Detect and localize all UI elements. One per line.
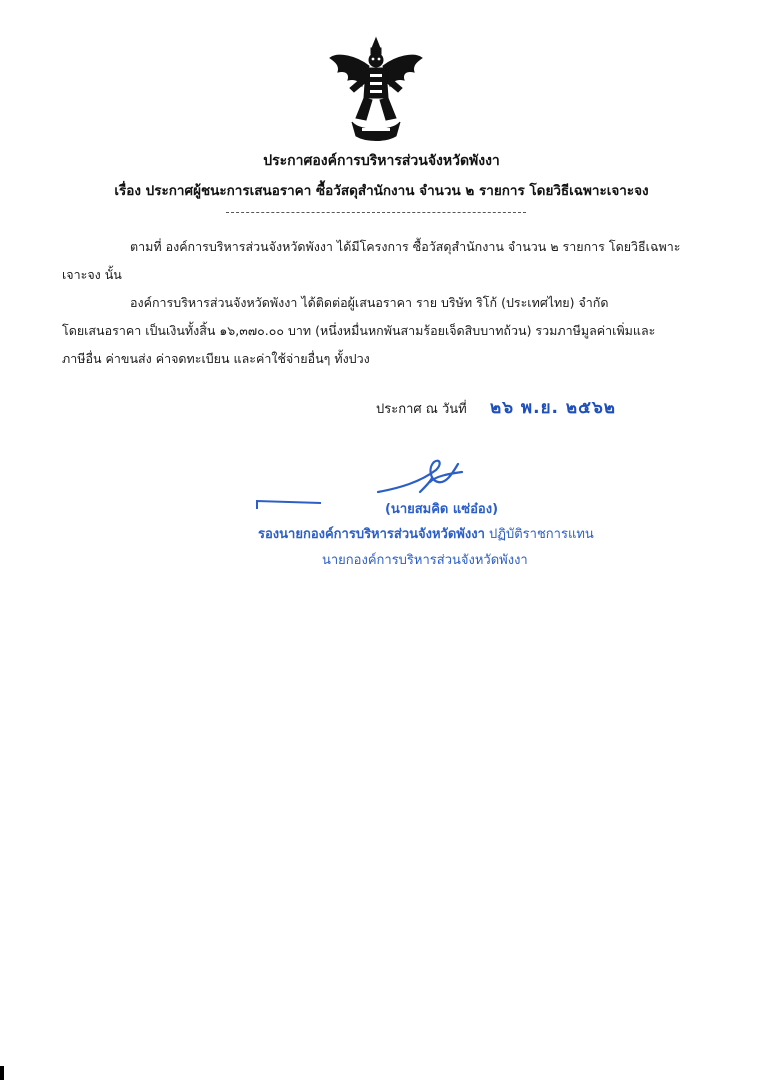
document-subject: เรื่อง ประกาศผู้ชนะการเสนอราคา ซื้อวัสดุสำนักงาน จำนวน ๒ รายการ โดยวิธีเฉพาะเจาะจง — [114, 183, 649, 199]
divider-line — [226, 212, 526, 213]
signatory-position-line-1: รองนายกองค์การบริหารส่วนจังหวัดพังงา ปฏิบัติราชการแทน — [258, 527, 594, 542]
paragraph-2-line-3: ภาษีอื่น ค่าขนส่ง ค่าจดทะเบียน และค่าใช้จ่ายอื่นๆ ทั้งปวง — [62, 351, 370, 366]
handwritten-signature-icon — [360, 452, 470, 502]
garuda-emblem-icon — [326, 36, 426, 144]
signatory-position-line-2: นายกองค์การบริหารส่วนจังหวัดพังงา — [322, 553, 528, 568]
document-title: ประกาศองค์การบริหารส่วนจังหวัดพังงา — [263, 153, 500, 169]
paragraph-2 — [62, 289, 682, 373]
paragraph-2-line-1: องค์การบริหารส่วนจังหวัดพังงา ได้ติดต่อผู้เสนอราคา ราย บริษัท ริโก้ (ประเทศไทย) จำกัด — [130, 295, 609, 310]
scan-edge-mark — [0, 1066, 4, 1080]
stamped-date: ๒๖ พ.ย. ๒๕๖๒ — [490, 398, 616, 418]
paragraph-1 — [62, 233, 682, 289]
paragraph-2-line-2: โดยเสนอราคา เป็นเงินทั้งสิ้น ๑๖,๓๗๐.๐๐ บาท (หนึ่งหมื่นหกพันสามร้อยเจ็ดสิบบาทถ้วน) รวมภาษีมูลค่าเพิ่มและ — [62, 323, 656, 338]
announcement-label: ประกาศ ณ วันที่ — [376, 402, 467, 417]
paragraph-1-line-2: เจาะจง นั้น — [62, 267, 122, 282]
paragraph-1-line-1: ตามที่ องค์การบริหารส่วนจังหวัดพังงา ได้มีโครงการ ซื้อวัสดุสำนักงาน จำนวน ๒ รายการ โดยวิธีเฉพาะ — [130, 239, 681, 254]
signatory-name: (นายสมคิด แซ่อ๋อง) — [384, 502, 499, 517]
